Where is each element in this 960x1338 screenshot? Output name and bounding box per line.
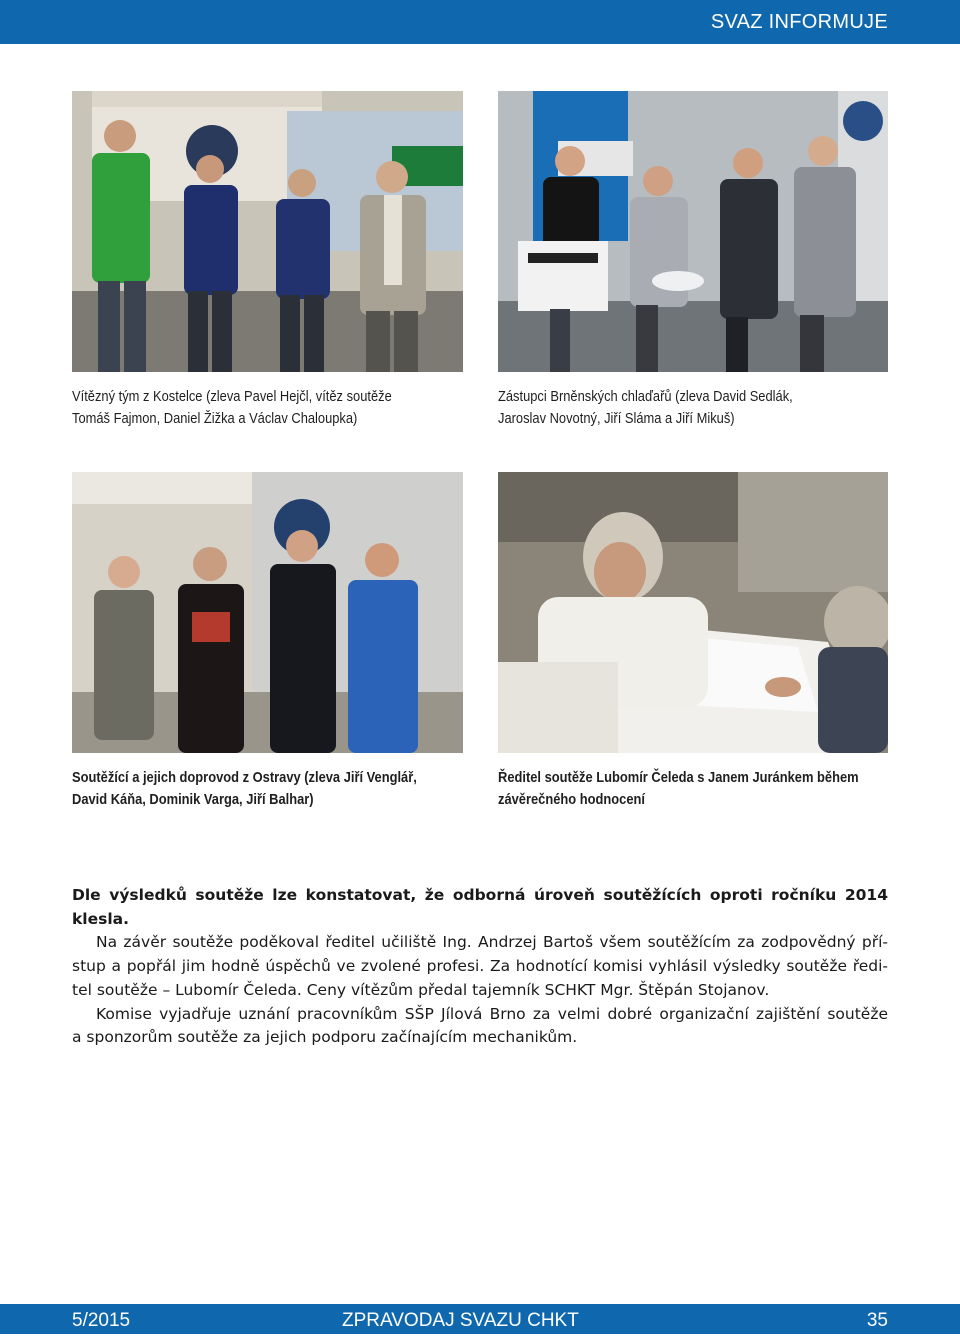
photo-kostelec-team: [72, 91, 463, 372]
caption-line: Tomáš Fajmon, Daniel Žižka a Václav Chaloupka): [72, 410, 358, 427]
article-body: [72, 884, 888, 1050]
caption-line: Vítězný tým z Kostelce (zleva Pavel Hejčl, vítěz soutěže: [72, 388, 392, 405]
caption-director-evaluation: [498, 767, 876, 811]
caption-kostelec-team: [72, 386, 450, 430]
caption-line: Jaroslav Novotný, Jiří Sláma a Jiří Mikuš): [498, 410, 735, 427]
issue-number: 5/2015: [72, 1310, 131, 1331]
publication-name: ZPRAVODAJ SVAZU CHKT: [342, 1310, 579, 1331]
article-line: a sponzorům soutěže za jejich podporu začínajícím mechanikům.: [72, 1028, 578, 1047]
article-line: stup a popřál jim hodně úspěchů ve zvolené profesi. Za hodnotící komisi vyhlásil výsledky soutěže ředi-: [72, 957, 888, 976]
section-title: SVAZ INFORMUJE: [710, 11, 888, 33]
page-number: 35: [866, 1310, 888, 1331]
caption-line: Zástupci Brněnských chlaďařů (zleva David Sedlák,: [498, 388, 793, 405]
caption-line: Soutěžící a jejich doprovod z Ostravy (zleva Jiří Venglář,: [72, 769, 417, 786]
caption-line: David Káňa, Dominik Varga, Jiří Balhar): [72, 791, 314, 808]
photo-brno-representatives: [498, 91, 888, 372]
caption-brno-representatives: [498, 386, 876, 430]
article-line: Komise vyjadřuje uznání pracovníkům SŠP Jílová Brno za velmi dobré organizační zajištění soutěže: [96, 1004, 888, 1023]
photo-director-evaluation: [498, 472, 888, 753]
caption-line: Ředitel soutěže Lubomír Čeleda s Janem Juránkem během: [498, 769, 859, 786]
article-line: tel soutěže – Lubomír Čeleda. Ceny vítězům předal tajemník SCHKT Mgr. Štěpán Stojanov.: [72, 980, 770, 999]
article-line-lead: klesla.: [72, 909, 130, 928]
article-line-lead: Dle výsledků soutěže lze konstatovat, že odborná úroveň soutěžících oproti ročníku 2014: [72, 886, 888, 904]
article-line: Na závěr soutěže poděkoval ředitel učiliště Ing. Andrzej Bartoš všem soutěžícím za zodpovědný pří-: [96, 933, 888, 952]
caption-line: závěrečného hodnocení: [498, 791, 645, 808]
caption-ostrava-contestants: [72, 767, 450, 811]
photo-ostrava-contestants: [72, 472, 463, 753]
